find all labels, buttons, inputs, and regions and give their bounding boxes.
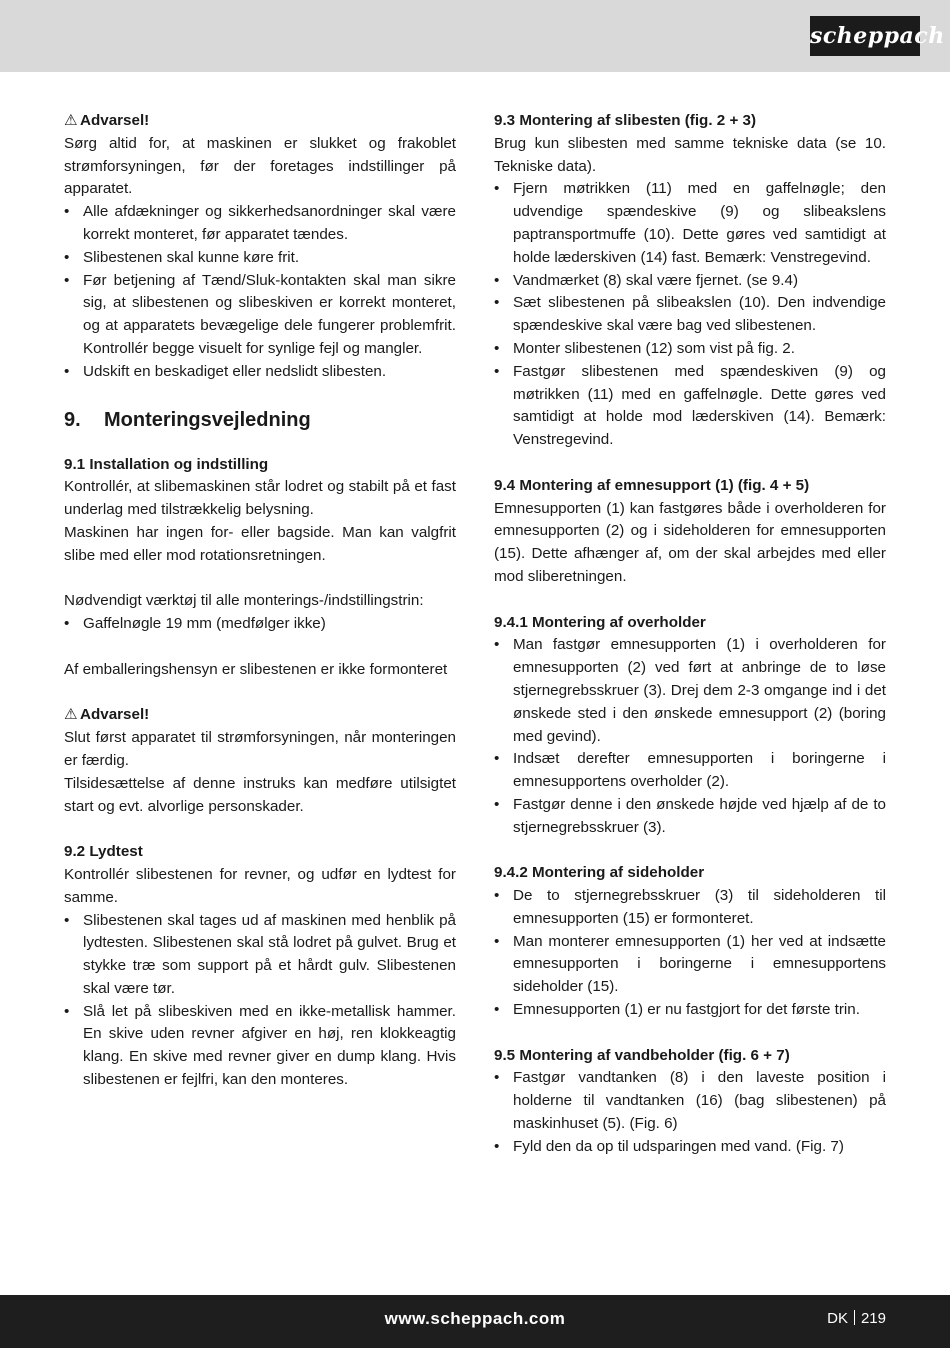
list-item: • De to stjernegrebsskruer (3) til sideholderen til emnesupporten (15) er formonteret.	[494, 885, 886, 931]
list-item: • Fyld den da op til udsparingen med vand. (Fig. 7)	[494, 1136, 886, 1159]
chapter-heading	[64, 406, 456, 434]
paragraph: Nødvendigt værktøj til alle monterings-/indstillingstrin:	[64, 592, 424, 610]
side-holder-list	[494, 885, 886, 1022]
list-item: • Udskift en beskadiget eller nedslidt slibesten.	[64, 361, 456, 384]
warning-list	[64, 201, 456, 383]
list-item: • Før betjening af Tænd/Sluk-kontakten skal man sikre sig, at slibestenen og slibeskiven er korrekt monteret, og at apparatets bevægelige dele fungerer problemfrit. Kontrollér begge visuelt for synlige fejl og mangler.	[64, 270, 456, 361]
page-num: 219	[860, 1310, 886, 1327]
water-tank-list	[494, 1067, 886, 1158]
paragraph: Emnesupporten (1) kan fastgøres både i overholderen for emnesupporten (2) og i sideholderen for emnesupporten (15). Dette afhænger af, om der skal arbejdes med eller mod sliberetningen.	[494, 499, 886, 585]
warning-triangle-icon: ⚠	[64, 706, 78, 724]
list-item: • Slå let på slibeskiven med en ikke-metallisk hammer. En skive uden revner afgiver en høj, ren klokkeagtig klang. En skive med revner giver en dump klang. Hvis slibestenen er fejlfri, kan den monteres.	[64, 1001, 456, 1092]
section-heading: 9.4.1 Montering af overholder	[494, 613, 706, 631]
section-heading: 9.1 Installation og indstilling	[64, 455, 269, 473]
list-item: • Vandmærket (8) skal være fjernet. (se 9.4)	[494, 270, 886, 293]
list-item: • Sæt slibestenen på slibeakslen (10). Den indvendige spændeskive skal være bag ved slibestenen.	[494, 292, 886, 338]
list-item: • Fastgør slibestenen med spændeskiven (9) og møtrikken (11) med en gaffelnøgle. Dette gøres ved samtidigt at holde mod læderskiven (14). Bemærk: Venstregevind.	[494, 361, 886, 452]
paragraph: Kontrollér slibestenen for revner, og udfør en lydtest for samme.	[64, 865, 456, 906]
section-heading: 9.2 Lydtest	[64, 843, 143, 861]
list-item: • Slibestenen skal tages ud af maskinen med henblik på lydtesten. Slibestenen skal stå lodret på gulvet. Brug et stykke træ som support på et hårdt gulv. Slibestenen skal være tør.	[64, 910, 456, 1001]
section-heading: 9.3 Montering af slibesten (fig. 2 + 3)	[494, 112, 757, 129]
paragraph: Af emballeringshensyn er slibestenen er ikke formonteret	[64, 660, 448, 678]
paragraph: Tilsidesættelse af denne instruks kan medføre utilsigtet start og evt. alvorlige personskader.	[64, 774, 456, 815]
section-heading: 9.4 Montering af emnesupport (1) (fig. 4 + 5)	[494, 476, 810, 494]
list-item: • Fastgør denne i den ønskede højde ved hjælp af de to stjernegrebsskruer (3).	[494, 794, 886, 840]
list-item: • Man monterer emnesupporten (1) her ved at indsætte emnesupporten i boringerne i emnesupportens sideholder (15).	[494, 931, 886, 999]
warning-triangle-icon: ⚠	[64, 112, 78, 129]
page-footer	[0, 1295, 950, 1348]
list-item: • Man fastgør emnesupporten (1) i overholderen for emnesupporten (2) ved ført at anbringe de to løse stjernegrebsskruer (3). Drej dem 2-3 omgange ind i det ønskede sted i den ønskede emnesupport (2) (boring med gevind).	[494, 634, 886, 748]
paragraph: Brug kun slibesten med samme tekniske data (se 10. Tekniske data).	[494, 134, 886, 175]
chapter-number: 9.	[64, 408, 81, 431]
page-header	[0, 0, 950, 72]
page-number	[827, 1295, 886, 1343]
grindstone-list	[494, 178, 886, 452]
separator	[854, 1310, 855, 1325]
chapter-title: Monteringsvejledning	[104, 408, 311, 431]
paragraph: Kontrollér, at slibemaskinen står lodret og stabilt på et fast underlag med tilstrækkelig belysning.	[64, 478, 456, 519]
warning-text: Sørg altid for, at maskinen er slukket og frakoblet strømforsyningen, før der foretages indstillinger på apparatet.	[64, 134, 456, 198]
warning-heading: ⚠ Advarsel!	[64, 704, 456, 727]
list-item: • Indsæt derefter emnesupporten i boringerne i emnesupportens overholder (2).	[494, 748, 886, 794]
list-item: • Fjern møtrikken (11) med en gaffelnøgle; den udvendige spændeskive (9) og slibeakslens paptransportmuffe (10). Dette gøres ved samtidigt at holde læderskiven (14) fast. Bemærk: Venstregevind.	[494, 178, 886, 269]
list-item: • Fastgør vandtanken (8) i den laveste position i holderne til vandtanken (16) (bag slibestenen) på maskinhuset (5). (Fig. 6)	[494, 1067, 886, 1135]
brand-logo: scheppach	[810, 16, 920, 56]
left-column	[64, 110, 456, 1092]
list-item: • Gaffelnøgle 19 mm (medfølger ikke)	[64, 613, 456, 636]
list-item: • Emnesupporten (1) er nu fastgjort for det første trin.	[494, 999, 886, 1022]
sound-test-list	[64, 910, 456, 1092]
paragraph: Maskinen har ingen for- eller bagside. Man kan valgfrit slibe med eller mod rotationsretningen.	[64, 523, 456, 564]
website-link[interactable]: www.scheppach.com	[384, 1309, 566, 1328]
list-item: • Alle afdækninger og sikkerhedsanordninger skal være korrekt monteret, før apparatet tændes.	[64, 201, 456, 247]
section-heading: 9.5 Montering af vandbeholder (fig. 6 + 7)	[494, 1046, 790, 1064]
language-code: DK	[827, 1310, 848, 1327]
list-item: • Monter slibestenen (12) som vist på fig. 2.	[494, 338, 886, 361]
warning-heading: ⚠ Advarsel!	[64, 110, 456, 133]
right-column	[494, 110, 886, 1159]
tools-list	[64, 613, 456, 636]
paragraph: Slut først apparatet til strømforsyningen, når monteringen er færdig.	[64, 729, 456, 769]
upper-holder-list	[494, 634, 886, 839]
section-heading: 9.4.2 Montering af sideholder	[494, 864, 705, 882]
list-item: • Slibestenen skal kunne køre frit.	[64, 247, 456, 270]
